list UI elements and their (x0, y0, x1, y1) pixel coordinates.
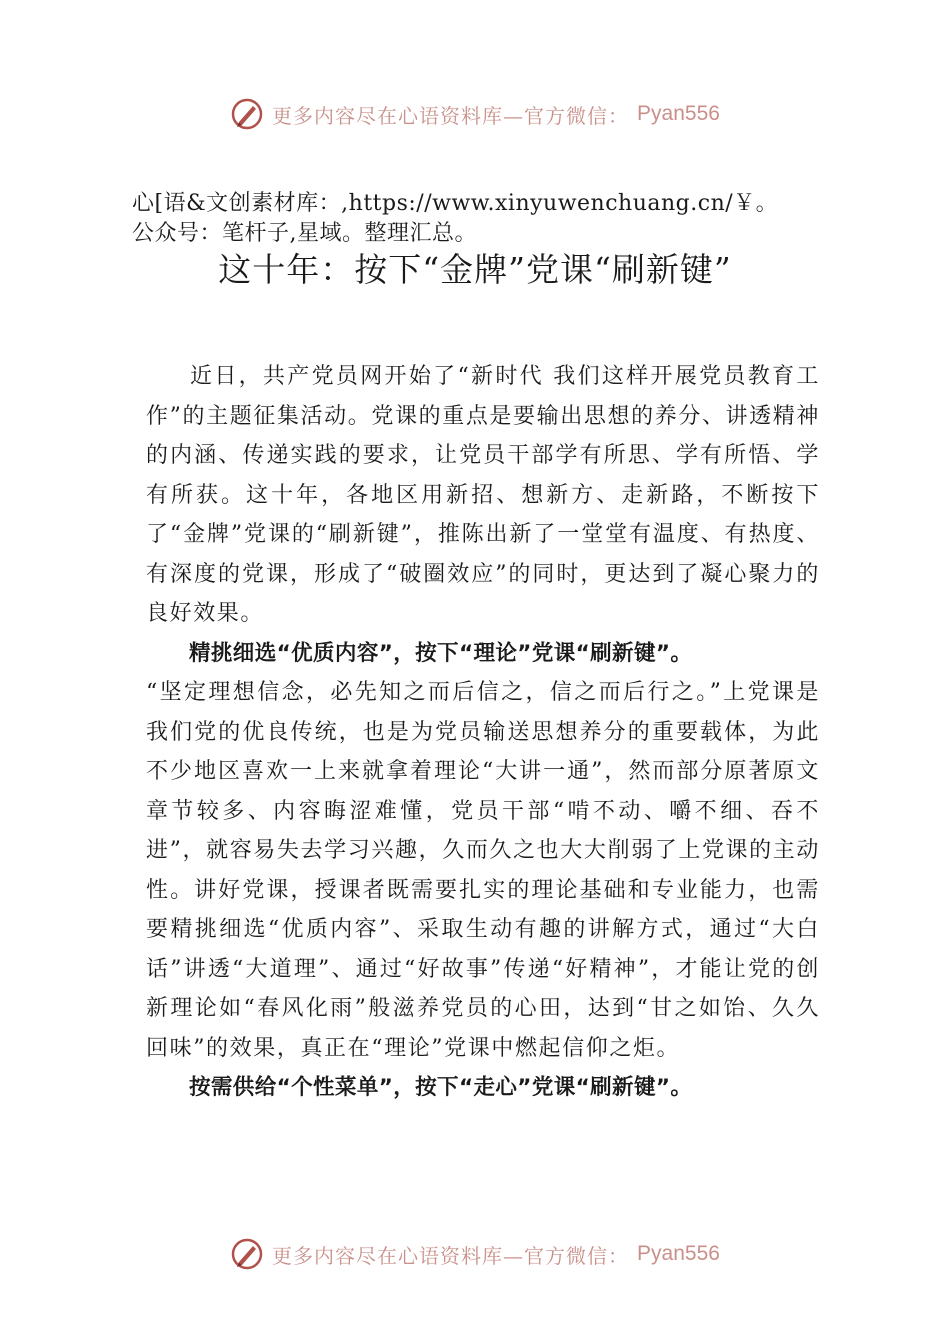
banner-text: 更多内容尽在心语资料库—官方微信： (272, 103, 630, 128)
pen-logo-icon (230, 1237, 264, 1271)
banner-wechat-id: Pyan556 (637, 102, 720, 125)
banner-text: 更多内容尽在心语资料库—官方微信： (272, 1243, 630, 1268)
paragraph-intro: 近日，共产党员网开始了“新时代 我们这样开展党员教育工作”的主题征集活动。党课的重点是要输出思想的养分、讲透精神的内涵、传递实践的要求，让党员干部学有所思、学有所悟、学有所获。这十年，各地区用新招、想新方、走新路，不断按下了“金牌”党课的“刷新键”，推陈出新了一堂堂有温度、有热度、有深度的党课，形成了“破圈效应”的同时，更达到了凝心聚力的良好效果。 (146, 364, 820, 626)
section-heading-2: 按需供给“个性菜单”，按下“走心”党课“刷新键”。 (189, 1075, 693, 1100)
footer-banner (0, 1232, 950, 1276)
source-line-1: 心[语&文创素材库：,https://www.xinyuwenchuang.cn/￥。 (132, 191, 779, 216)
source-line-2: 公众号：笔杆子,星域。整理汇总。 (132, 221, 477, 246)
pen-logo-icon (230, 97, 264, 131)
document-title: 这十年：按下“金牌”党课“刷新键” (218, 250, 732, 289)
paragraph-theory: “坚定理想信念，必先知之而后信之，信之而后行之。”上党课是我们党的优良传统，也是为党员输送思想养分的重要载体，为此不少地区喜欢一上来就拿着理论“大讲一通”，然而部分原著原文章节较多、内容晦涩难懂，党员干部“啃不动、嚼不细、吞不进”，就容易失去学习兴趣，久而久之也大大削弱了上党课的主动性。讲好党课，授课者既需要扎实的理论基础和专业能力，也需要精挑细选“优质内容”、采取生动有趣的讲解方式，通过“大白话”讲透“大道理”、通过“好故事”传递“好精神”，才能让党的创新理论如“春风化雨”般滋养党员的心田，达到“甘之如饴、久久回味”的效果，真正在“理论”党课中燃起信仰之炬。 (146, 680, 820, 1061)
document-body (146, 357, 820, 1108)
header-banner (0, 92, 950, 136)
banner-wechat-id: Pyan556 (637, 1242, 720, 1265)
section-heading-1: 精挑细选“优质内容”，按下“理论”党课“刷新键”。 (189, 640, 693, 666)
